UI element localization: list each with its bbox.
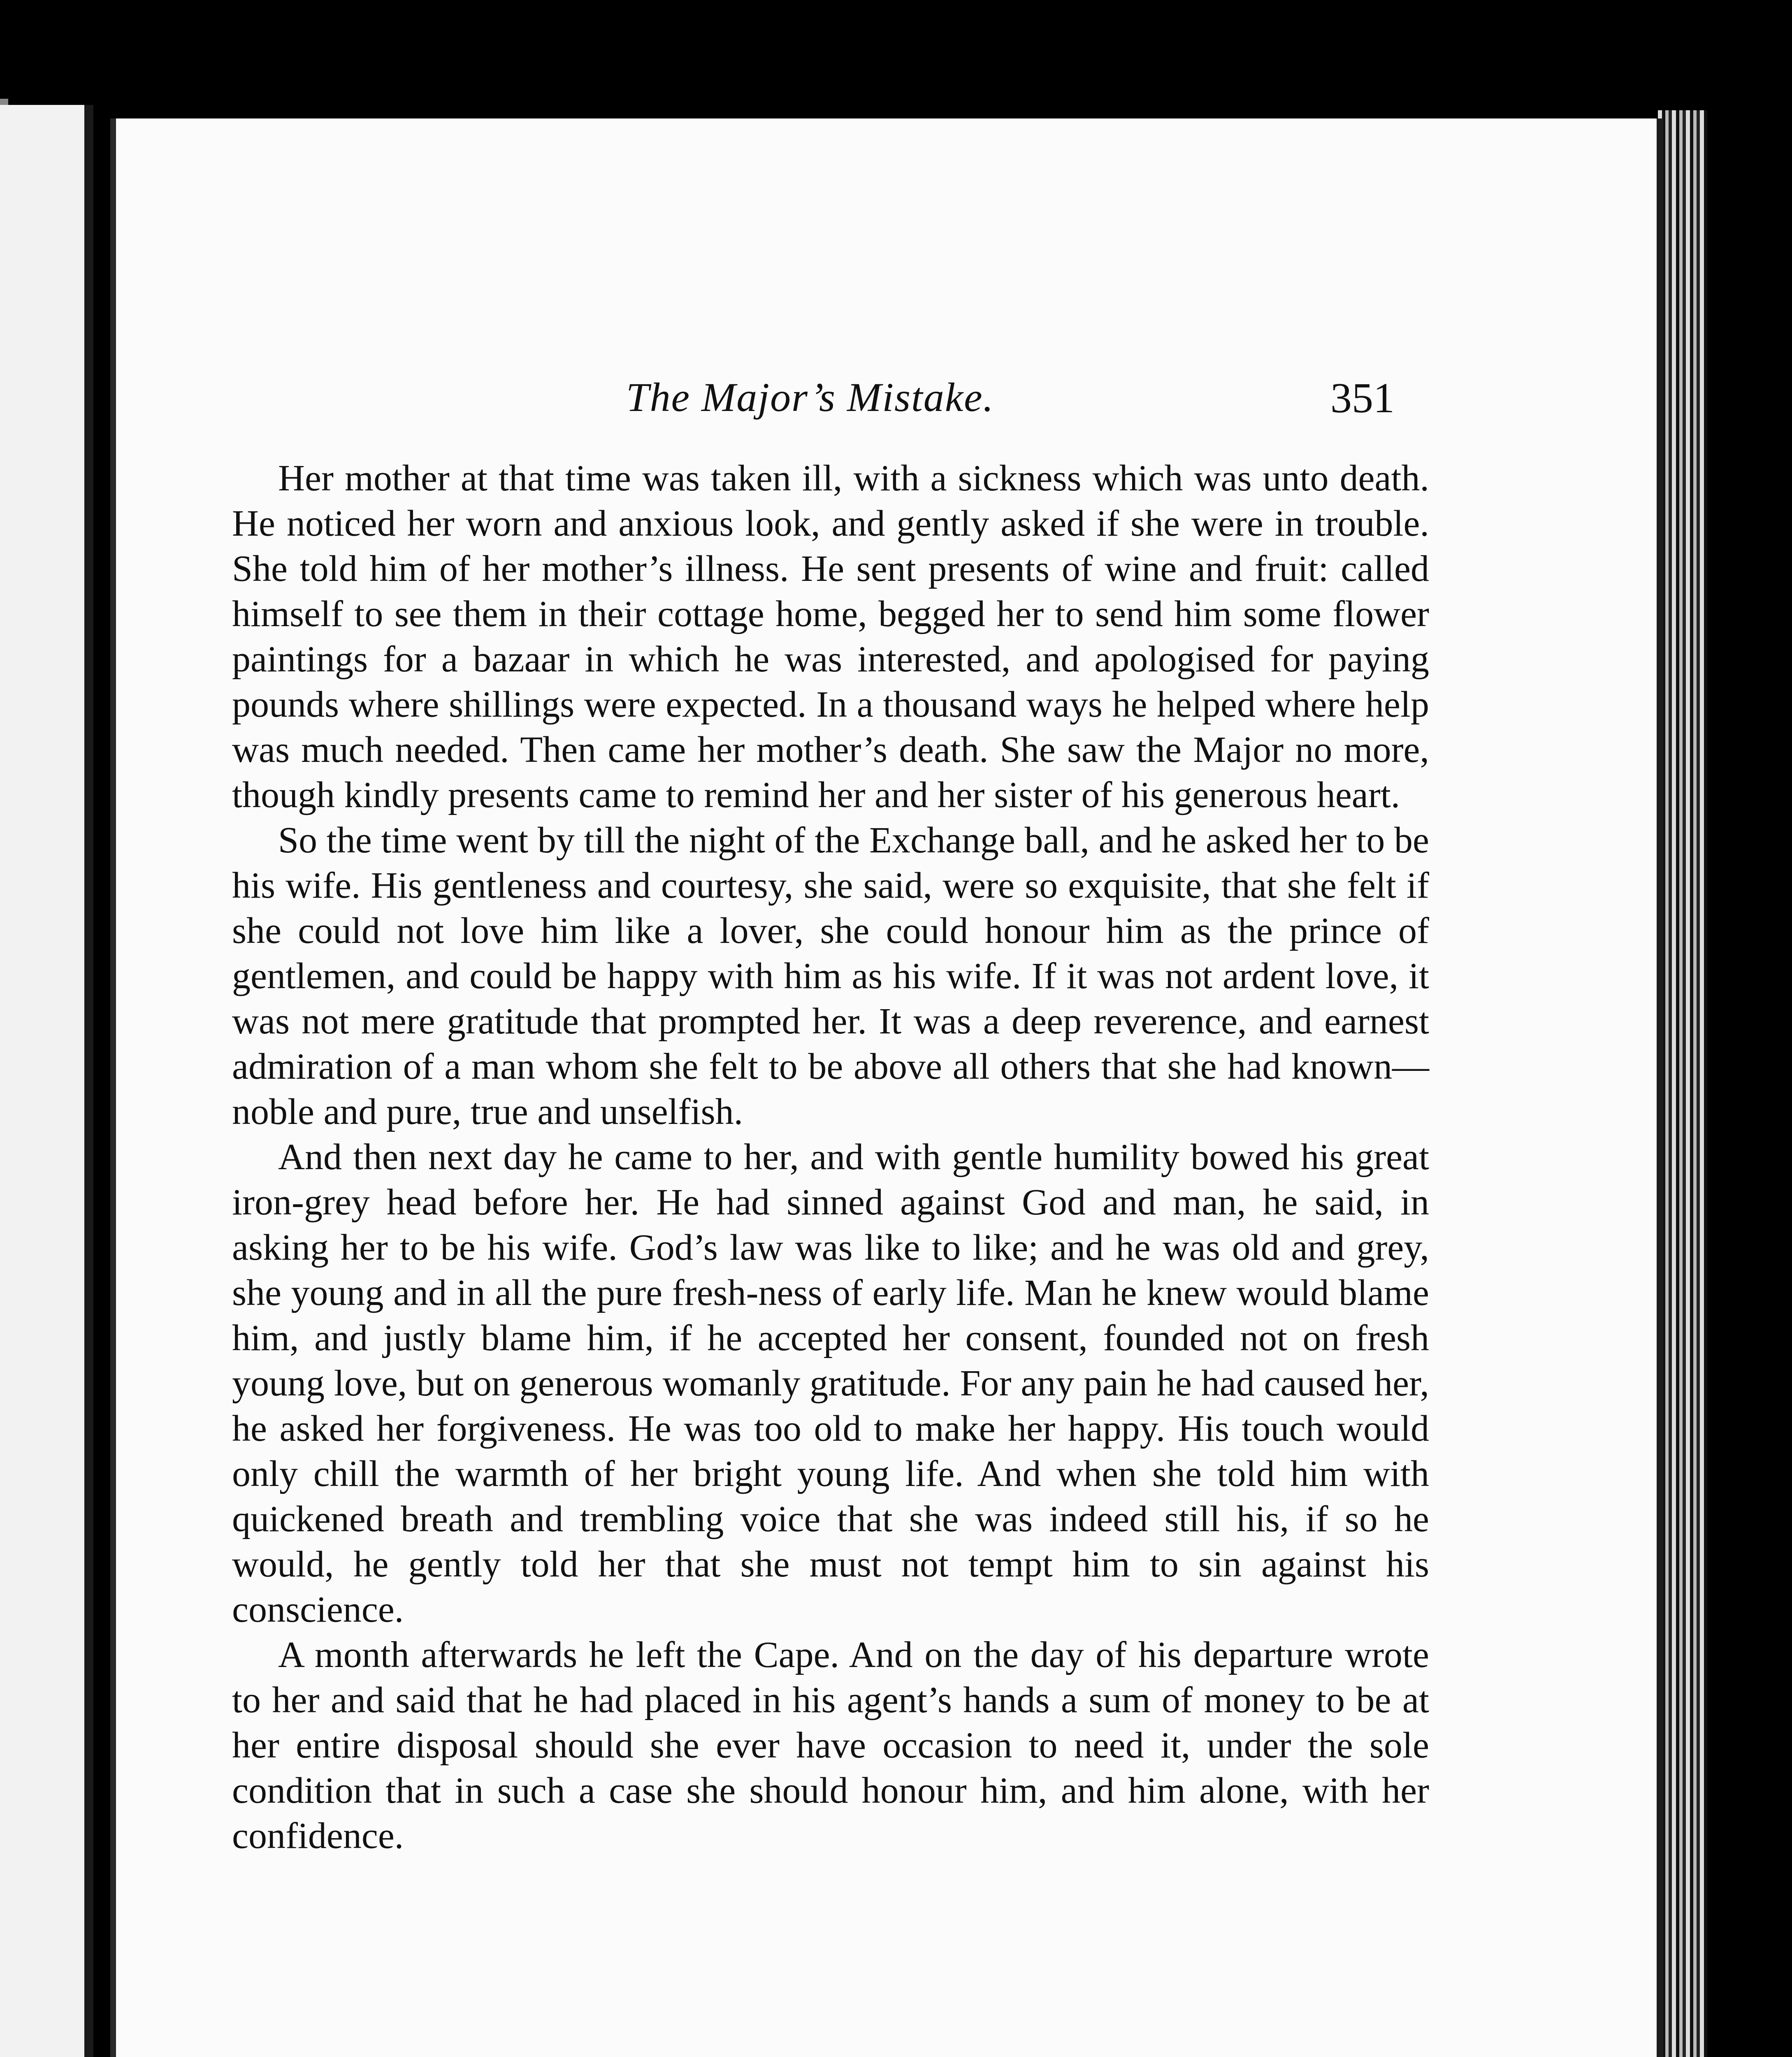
running-title: The Major’s Mistake. xyxy=(626,374,994,420)
page-header xyxy=(116,374,1657,431)
page-edges-right xyxy=(1658,110,1707,2057)
body-text xyxy=(232,456,1429,1859)
paragraph: A month afterwards he left the Cape. And on the day of his departure wrote to her and said that he had placed in his agent’s hands a sum of money to be at her entire disposal should she ever have occasion to need it, under the sole condition that in such a case she should honour him, and him alone, with her confidence. xyxy=(232,1634,1429,1856)
book-page xyxy=(110,118,1663,2057)
paragraph: So the time went by till the night of the Exchange ball, and he asked her to be his wife. His gentleness and courtesy, she said, were so exquisite, that she felt if she could not love him like a lover, she could honour him as the prince of gentlemen, and could be happy with him as his wife. If it was not ardent love, it was not mere gratitude that prompted her. It was a deep reverence, and earnest admiration of a man whom she felt to be above all others that she had known—noble and pure, true and unselfish. xyxy=(232,820,1429,1132)
facing-page xyxy=(0,105,93,2057)
page-number: 351 xyxy=(1330,374,1395,422)
paragraph: And then next day he came to her, and with gentle humility bowed his great iron-grey head before her. He had sinned against God and man, he said, in asking her to be his wife. God’s law was like to like; and he was old and grey, she young and in all the pure fresh-ness of early life. Man he knew would blame him, and justly blame him, if he accepted her consent, founded not on fresh young love, but on generous womanly gratitude. For any pain he had caused her, he asked her forgiveness. He was too old to make her happy. His touch would only chill the warmth of her bright young life. And when she told him with quickened breath and trembling voice that she was indeed still his, if so he would, he gently told her that she must not tempt him to sin against his conscience. xyxy=(232,1137,1429,1630)
paragraph: Her mother at that time was taken ill, with a sickness which was unto death. He noticed her worn and anxious look, and gently asked if she were in trouble. She told him of her mother’s illness. He sent presents of wine and fruit: called himself to see them in their cottage home, begged her to send him some flower paintings for a bazaar in which he was interested, and apologised for paying pounds where shillings were expected. In a thousand ways he helped where help was much needed. Then came her mother’s death. She saw the Major no more, though kindly presents came to remind her and her sister of his generous heart. xyxy=(232,458,1429,815)
